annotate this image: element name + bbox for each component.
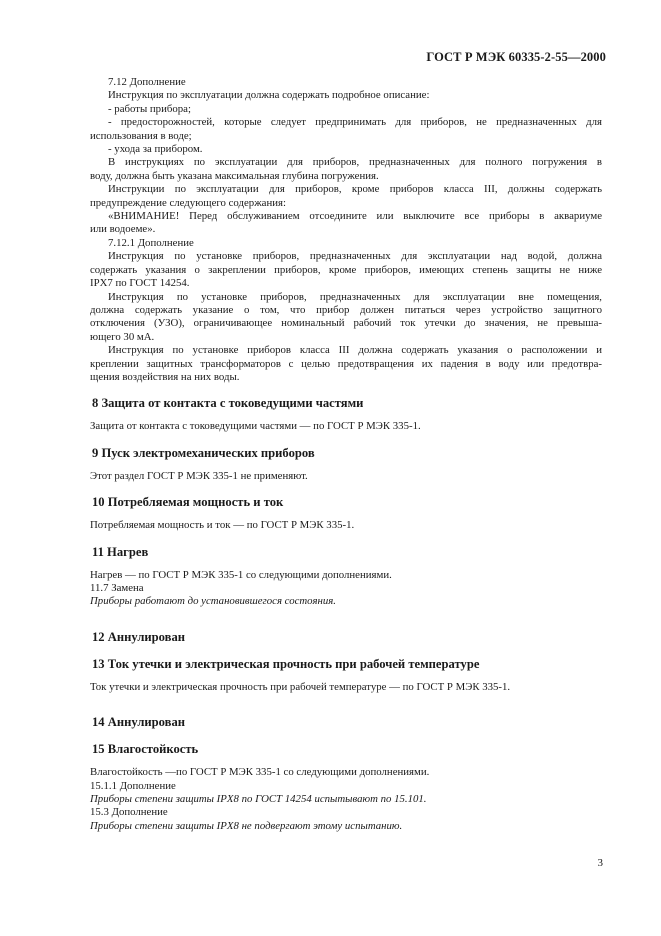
paragraph: Инструкция по эксплуатации должна содержать подробное описание: <box>108 89 430 102</box>
paragraph: В инструкциях по эксплуатации для приборов, предназначенных для полного погружения в <box>108 156 602 169</box>
paragraph: Инструкции по эксплуатации для приборов, кроме приборов класса III, должны содержать <box>108 183 602 196</box>
page-number: 3 <box>597 857 603 869</box>
paragraph: Инструкция по установке приборов, предназначенных для эксплуатации вне помещения, <box>108 290 602 303</box>
clause-15-3-title: 15.3 Дополнение <box>90 806 168 819</box>
clause-11-7-text: Приборы работают до установившегося состояния. <box>90 595 336 608</box>
paragraph-cont: содержать указания о закреплении приборов, кроме приборов, имеющих степень защиты не ниже <box>90 263 602 276</box>
paragraph-cont: отключения (УЗО), ограничивающее номинальный рабочий ток утечки до значения, не превыша- <box>90 317 602 330</box>
list-item: - работы прибора; <box>108 102 191 115</box>
paragraph: Инструкция по установке приборов класса III должна содержать указания о расположении и <box>108 344 602 357</box>
paragraph: Инструкция по установке приборов, предназначенных для эксплуатации над водой, должна <box>108 250 602 263</box>
paragraph-cont: креплении защитных трансформаторов с целью предотвращения их падения в воду или предотвра- <box>90 357 602 370</box>
clause-15-3-text: Приборы степени защиты IPX8 не подвергают этому испытанию. <box>90 819 403 832</box>
clause-15-1-1-title: 15.1.1 Дополнение <box>90 779 176 792</box>
section-11-heading: 11 Нагрев <box>92 544 149 559</box>
paragraph-cont: воду, должна быть указана максимальная глубина погружения. <box>90 169 379 182</box>
clause-7-12-1-title: 7.12.1 Дополнение <box>108 236 194 249</box>
section-9-text: Этот раздел ГОСТ Р МЭК 335-1 не применяют. <box>90 469 308 482</box>
section-14-heading: 14 Аннулирован <box>92 715 185 730</box>
list-item: - предосторожностей, которые следует предпринимать для приборов, не предназначенных для <box>108 116 602 129</box>
warning-text: «ВНИМАНИЕ! Перед обслуживанием отсоедините или выключите все приборы в аквариуме <box>108 210 602 223</box>
list-item: - ухода за прибором. <box>108 143 203 156</box>
section-9-heading: 9 Пуск электромеханических приборов <box>92 445 315 460</box>
clause-11-7-title: 11.7 Замена <box>90 581 144 594</box>
section-15-heading: 15 Влагостойкость <box>92 742 199 757</box>
list-item-cont: использования в воде; <box>90 129 192 142</box>
section-8-text: Защита от контакта с токоведущими частями — по ГОСТ Р МЭК 335-1. <box>90 420 421 433</box>
paragraph-cont: предупреждение следующего содержания: <box>90 196 286 209</box>
clause-7-12-title: 7.12 Дополнение <box>108 76 186 88</box>
section-12-heading: 12 Аннулирован <box>92 629 185 644</box>
paragraph-cont: щения воздействия на них воды. <box>90 370 240 383</box>
clause-15-1-1-text: Приборы степени защиты IPX8 по ГОСТ 14254 испытывают по 15.101. <box>90 793 427 805</box>
section-8-heading: 8 Защита от контакта с токоведущими частями <box>92 396 364 411</box>
page-body <box>90 76 602 833</box>
section-13-text: Ток утечки и электрическая прочность при рабочей температуре — по ГОСТ Р МЭК 335-1. <box>90 680 511 693</box>
page-header: ГОСТ Р МЭК 60335-2-55—2000 <box>426 50 606 64</box>
section-15-text: Влагостойкость —по ГОСТ Р МЭК 335-1 со следующими дополнениями. <box>90 766 430 779</box>
warning-text-cont: или водоеме». <box>90 223 156 236</box>
paragraph-cont: ющего 30 мА. <box>90 330 155 343</box>
paragraph-cont: должна содержать указание о том, что прибор должен питаться через устройство защитного <box>90 303 602 316</box>
section-13-heading: 13 Ток утечки и электрическая прочность при рабочей температуре <box>92 656 480 671</box>
section-10-text: Потребляемая мощность и ток — по ГОСТ Р МЭК 335-1. <box>90 519 355 532</box>
section-10-heading: 10 Потребляемая мощность и ток <box>92 495 284 510</box>
paragraph-cont: IPX7 по ГОСТ 14254. <box>90 277 190 290</box>
section-11-text: Нагрев — по ГОСТ Р МЭК 335-1 со следующими дополнениями. <box>90 568 392 581</box>
